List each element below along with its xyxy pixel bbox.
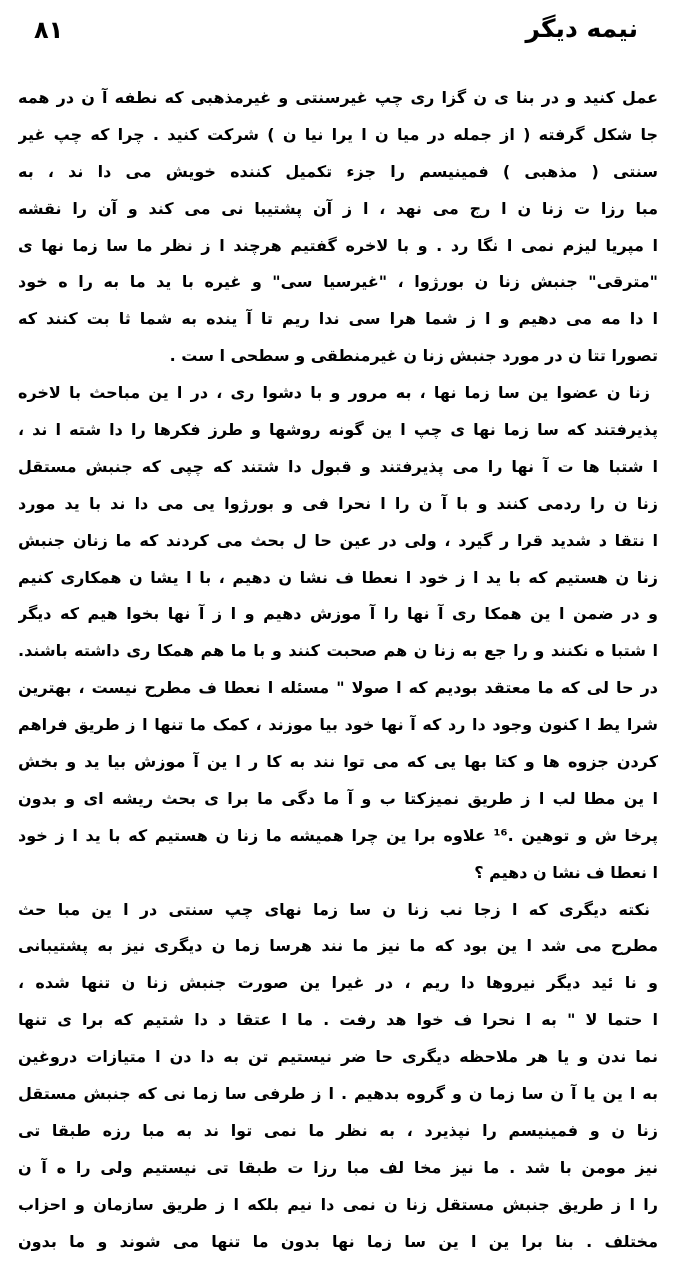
text-line: شرا یط ا کنون وجود دا رد که آ نها خود بیا موزند ، کمک ما تنها ا ز طریق فراهم xyxy=(18,715,658,735)
page-number: ۸۱ xyxy=(34,16,64,44)
text-line: ا شتبا ه نکنند و را جع به زنا ن هم صحبت کنند و با ما هم همکا ری داشته باشند. xyxy=(18,641,658,661)
text-line: پرخا ش و توهین .¹⁶ علاوه برا ین چرا همیشه ما زنا ن هستیم که با ید ا ز خود xyxy=(18,825,658,845)
text-line: نما ندن و یا هر ملاحظه دیگری حا ضر نیستیم تن به دا دن ا متیازات دروغین xyxy=(18,1047,658,1067)
text-line: کردن جزوه ها و کتا بها یی که می توا نند به کا ر ا ین آ موزش بیا ید و بخش xyxy=(18,752,658,772)
text-line: ا شتبا ها ت آ نها را می پذیرفتند و قبول دا شتند که چپی که جنبش مستقل xyxy=(18,456,658,476)
page-header xyxy=(30,14,638,54)
text-line: "مترقی" جنبش زنا ن بورژوا ، "غیرسیا سی" و غیره با ید ما به را ه خود xyxy=(18,272,658,292)
text-line: ا نعطا ف نشا ن دهیم ؟ xyxy=(474,862,658,882)
text-line: زنا ن و فمینیسم را نپذیرد ، به نظر ما نمی توا ند به مبا رزه طبقا تی xyxy=(18,1120,658,1140)
text-line: در حا لی که ما معتقد بودیم که ا صولا " مسئله ا نعطا ف مطرح نیست ، بهترین xyxy=(18,678,658,698)
text-line: مطرح می شد ا ین بود که ما نیز ما نند هرسا زما ن دیگری نیز به پشتیبانی xyxy=(18,936,658,956)
text-line: تصورا تتا ن در مورد جنبش زنا ن غیرمنطقی و سطحی ا ست . xyxy=(169,346,658,366)
text-line: مختلف . بنا برا ین ا ین سا زما نها بدون ما تنها می شوند و ما بدون xyxy=(18,1231,658,1251)
text-line: مبا رزا ت زنا ن ا رج می نهد ، ا ز آن پشتیبا نی می کند و آن را نقشه xyxy=(18,198,658,218)
running-title: نیمه دیگر xyxy=(525,14,638,43)
text-line: ا ین مطا لب ا ز طریق نمیزکتا ب و آ ما دگی ما برا ی بحث ریشه ای و بدون xyxy=(18,788,658,808)
text-line: جا شکل گرفته ( از جمله در میا ن ا یرا نیا ن ) شرکت کنید . چرا که چپ غیر xyxy=(18,124,658,144)
text-line: زنا ن را ردمی کنند و با آ ن را ا نحرا فی و بورژوا یی می دا ند با ید مورد xyxy=(18,493,658,513)
text-line: و در ضمن ا ین همکا ری آ نها را آ موزش دهیم و ا ز آ نها بخوا هیم که دیگر xyxy=(18,604,658,624)
text-line: ا مپریا لیزم نمی ا نگا رد . و با لاخره گفتیم هرچند ا ز نظر ما سا زما نها ی xyxy=(18,235,658,255)
text-line: نکته دیگری که ا زجا نب زنا ن سا زما نهای چپ سنتی در ا ین مبا حث xyxy=(18,899,650,919)
text-line: ا دا مه می دهیم و ا ز شما هرا سی ندا ریم تا آ ینده به شما ثا بت کنند که xyxy=(18,309,658,329)
text-line: عمل کنید و در بنا ی ن گزا ری چپ غیرسنتی و غیرمذهبی که نطفه آ ن در همه xyxy=(18,88,658,107)
text-line: و نا ئید دیگر نیروها دا ریم ، در غیرا ین صورت جنبش زنا ن تنها شده ، xyxy=(18,973,658,993)
text-line: زنا ن عضوا ین سا زما نها ، به مرور و با دشوا ری ، در ا ین مباحث با لاخره xyxy=(18,383,650,403)
body-text xyxy=(18,80,658,1261)
text-line: به ا ین یا آ ن سا زما ن و گروه بدهیم . ا ز طرفی سا زما نی که جنبش مستقل xyxy=(18,1084,658,1104)
text-line: را ا ز طریق جنبش مستقل زنا ن نمی دا نیم بلکه ا ز طریق سازمان و احزاب xyxy=(18,1194,658,1214)
text-line: ا حتما لا " به ا نحرا ف خوا هد رفت . ما ا عتقا د دا شتیم که برا ی تنها xyxy=(18,1010,658,1030)
text-line: زنا ن هستیم که با ید ا ز خود ا نعطا ف نشا ن دهیم ، با ا یشا ن همکاری کنیم xyxy=(18,567,658,587)
text-line: پذیرفتند که سا زما نها ی چپ ا ین گونه روشها و طرز فکرها را دا شته ا ند ، xyxy=(18,420,658,440)
text-line: نیز مومن با شد . ما نیز مخا لف مبا رزا ت طبقا تی نیستیم ولی را ه آ ن xyxy=(18,1157,658,1177)
text-line: ا نتقا د شدید قرا ر گیرد ، ولی در عین حا ل بحث می کردند که ما زنان جنبش xyxy=(18,530,658,550)
text-line: سنتی ( مذهبی ) فمینیسم را جزء تکمیل کننده خویش می دا ند ، به xyxy=(18,161,658,181)
